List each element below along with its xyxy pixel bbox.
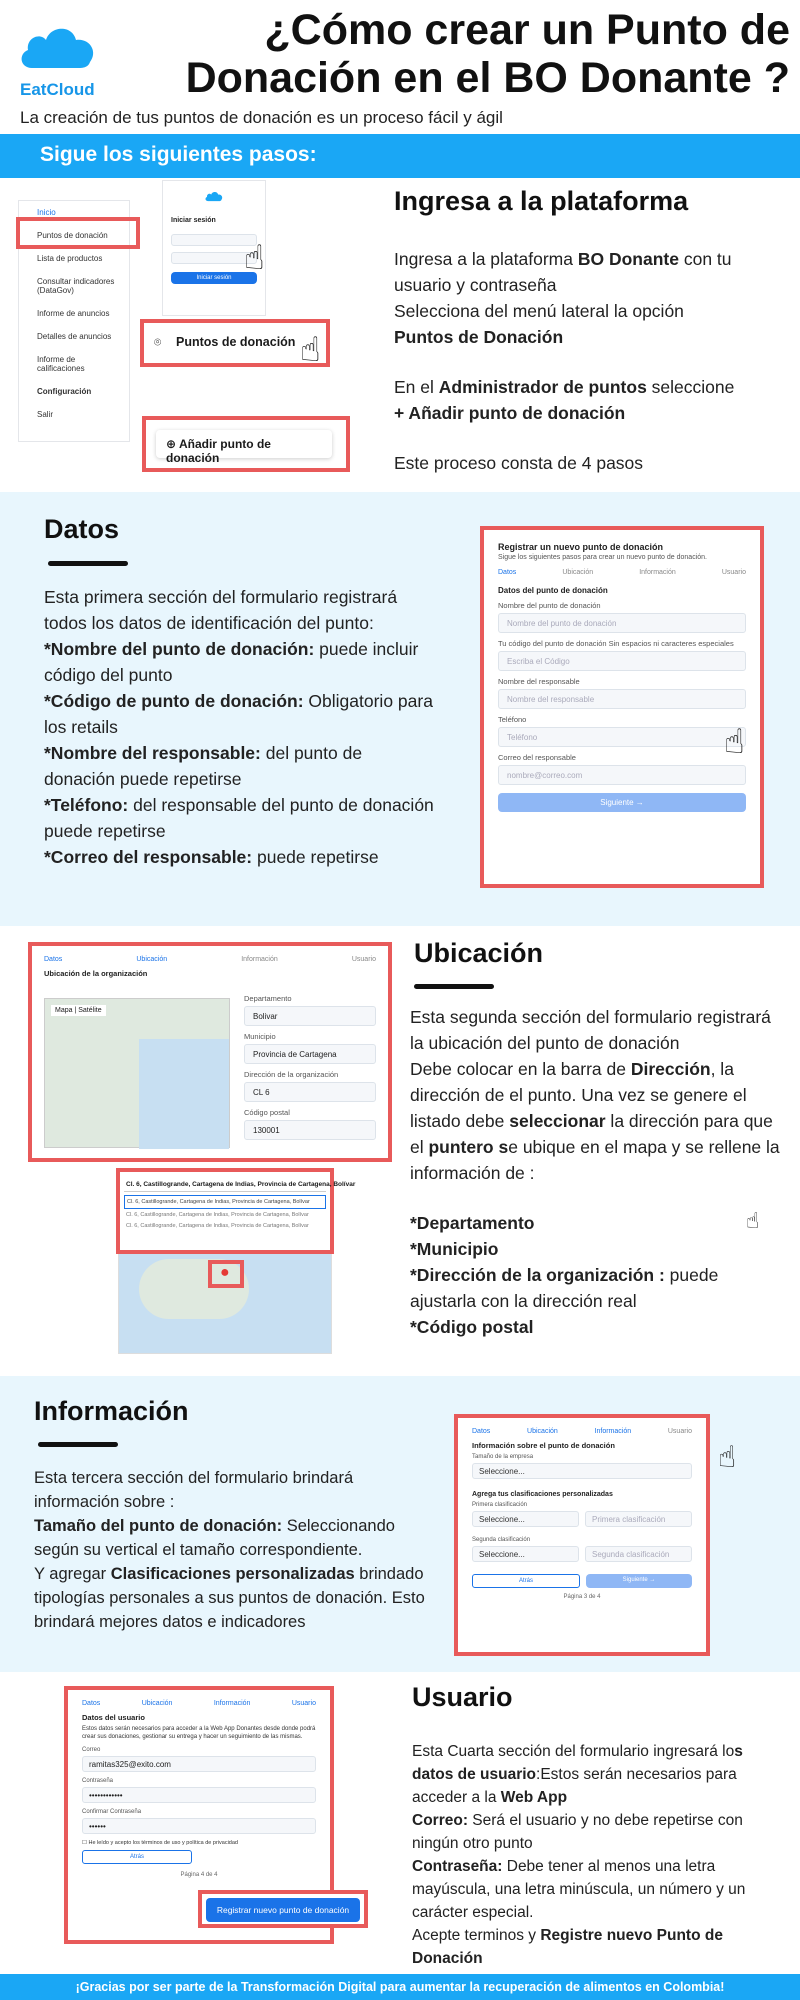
add-user-icon: ⊕ (166, 437, 179, 451)
address-suggestions (116, 1168, 356, 1254)
step4-text: Esta tercera sección del formulario brindará información sobre : Tamaño del punto de donación: Seleccionando según su vertical el tamaño correspondiente. Y agregar Clasificaciones personalizadas brindado tipologías personales a sus puntos de donación. Esto brindará mejores datos e indicadores (34, 1469, 425, 1631)
sidebar-item-puntos[interactable]: Puntos de donación (37, 231, 108, 240)
email-field[interactable]: nombre@correo.com (498, 765, 746, 785)
map-pin-icon: ● (220, 1264, 230, 1281)
step1-text: Ingresa a la plataforma BO Donante con tu usuario y contraseña Selecciona del menú lateral la opción Puntos de Donación En el Administrador de puntos seleccione + Añadir punto de donación Este proceso consta de 4 pasos (394, 249, 735, 473)
pointer-hand-icon: ☝ (300, 331, 321, 369)
pointer-hand-icon: ☝ (724, 723, 745, 761)
class2-select[interactable]: Seleccione... (472, 1546, 579, 1562)
map-water (139, 1039, 229, 1149)
address-suggestion-item[interactable]: Cl. 6, Castillogrande, Cartagena de Indias, Provincia de Cartagena, Bolívar (126, 1212, 309, 1218)
menu-highlight (16, 217, 140, 249)
page-subtitle: La creación de tus puntos de donación es un proceso fácil y ágil (20, 108, 503, 127)
confirm-password-field[interactable]: •••••• (82, 1818, 316, 1834)
step2-text: Esta primera sección del formulario registrará todos los datos de identificación del punto: *Nombre del punto de donación: puede incluir código del punto *Código de punto de donación: Obligatorio para los retails *Nombre del responsable: del punto de donación puede repetirse *Teléfono: del responsable del punto de donación puede repetirse *Correo del responsable: puede repetirse (44, 587, 434, 867)
logo-text: EatCloud (20, 80, 95, 99)
callout-puntos-label: Puntos de donación (176, 335, 296, 349)
form-stepper: Datos Ubicación Información Usuario (44, 956, 376, 963)
sidebar-item-salir[interactable]: Salir (37, 410, 54, 419)
form-subtitle: Sigue los siguientes pasos para crear un nuevo punto de donación. (498, 554, 707, 561)
datos-form-card: Registrar un nuevo punto de donación Sigue los siguientes pasos para crear un nuevo punto de donación. Datos Ubicación Información Usuario Datos del punto de donación Nombre del punto de donación Nombre del punto de donación Tu código del punto de donación Sin espacios ni caracteres especiales Escriba el Código Nombre del responsable Nombre del responsable Teléfono Teléfono Correo del responsable nombre@correo.com Siguiente → (480, 526, 764, 888)
form-description: Estos datos serán necesarios para acceder a la Web App Donantes desde donde podrá crear sus donaciones, gestionar su entrega y hacer un seguimiento de las mismas. (82, 1726, 316, 1740)
sidebar-item-informe-anuncios[interactable]: Informe de anuncios (37, 309, 110, 318)
step5-heading: Usuario (412, 1682, 513, 1712)
back-button[interactable]: Atrás (472, 1574, 580, 1588)
step2-heading: Datos (44, 514, 120, 544)
form-stepper: Datos Ubicación Información Usuario (82, 1700, 316, 1707)
map-tabs[interactable]: Mapa | Satélite (51, 1005, 106, 1016)
class2-input[interactable]: Segunda clasificación (585, 1546, 692, 1562)
add-point-button[interactable]: ⊕ Añadir punto de donación (156, 430, 332, 458)
sidebar-item-indicadores[interactable]: Consultar indicadores (DataGov) (37, 277, 115, 295)
map-view[interactable] (44, 998, 230, 1148)
back-button[interactable]: Atrás (82, 1850, 192, 1864)
heading-underline (38, 1442, 118, 1447)
address-suggestion-item[interactable]: Cl. 6, Castillogrande, Cartagena de Indias, Provincia de Cartagena, Bolívar (124, 1195, 326, 1209)
informacion-form-card: Datos Ubicación Información Usuario Información sobre el punto de donación Tamaño de la empresa Seleccione... Agrega tus clasificaciones personalizadas Primera clasificación Seleccione... Primera clasificación Segunda clasificación Seleccione... Segunda clasificación Atrás Siguiente → Página 3 de 4 (454, 1414, 710, 1656)
small-cloud-icon (204, 189, 224, 203)
location-pin-icon: ⌾ (154, 335, 162, 349)
point-name-field[interactable]: Nombre del punto de donación (498, 613, 746, 633)
sidebar-item-productos[interactable]: Lista de productos (37, 254, 103, 263)
form-section-title: Datos del punto de donación (498, 586, 608, 595)
usuario-form-card: Datos Ubicación Información Usuario Datos del usuario Estos datos serán necesarios para acceder a la Web App Donantes desde donde podrá crear sus donaciones, gestionar su entrega y hacer un seguimiento de las mismas. Correo ramitas325@exito.com Contraseña •••••••••••• Confirmar Contraseña •••••• ☐ He leído y acepto los términos de uso y política de privacidad Atrás Página 4 de 4 (64, 1686, 334, 1944)
page-title: ¿Cómo crear un Punto de Donación en el BO Donante ? (185, 6, 790, 102)
ubicacion-form-card (28, 942, 392, 1162)
sidebar-item-calificaciones[interactable]: Informe de calificaciones (37, 355, 85, 373)
location-side-fields: Departamento Bolivar Municipio Provincia de Cartagena Dirección de la organización CL 6 Código postal 130001 (244, 990, 376, 1146)
postal-code-field[interactable]: 130001 (244, 1120, 376, 1140)
login-title: Iniciar sesión (171, 217, 216, 224)
page-indicator: Página 4 de 4 (180, 1872, 218, 1878)
footer-banner: ¡Gracias por ser parte de la Transformación Digital para aumentar la recuperación de alimentos en Colombia! (0, 1974, 800, 2000)
step3-heading: Ubicación (414, 938, 544, 968)
municipality-field[interactable]: Provincia de Cartagena (244, 1044, 376, 1064)
pointer-hand-icon: ☝ (746, 1208, 760, 1233)
register-button[interactable]: Registrar nuevo punto de donación (206, 1898, 360, 1922)
class1-input[interactable]: Primera clasificación (585, 1511, 692, 1527)
form-section-title: Datos del usuario (82, 1713, 145, 1722)
terms-checkbox[interactable]: ☐ He leído y acepto los términos de uso y política de privacidad (82, 1840, 238, 1846)
custom-class-title: Agrega tus clasificaciones personalizadas (472, 1491, 613, 1498)
department-field[interactable]: Bolivar (244, 1006, 376, 1026)
pointer-hand-icon: ☝ (718, 1441, 737, 1474)
step4-heading: Información (34, 1396, 189, 1426)
phone-field[interactable]: Teléfono (498, 727, 746, 747)
manager-name-field[interactable]: Nombre del responsable (498, 689, 746, 709)
login-button[interactable]: Iniciar sesión (171, 272, 257, 284)
page-indicator: Página 3 de 4 (563, 1594, 601, 1600)
heading-underline (48, 561, 128, 566)
company-size-select[interactable]: Seleccione... (472, 1463, 692, 1479)
next-button[interactable]: Siguiente → (586, 1574, 692, 1588)
sidebar-item-configuracion[interactable]: Configuración (37, 387, 92, 396)
step3-text: Esta segunda sección del formulario registrará la ubicación del punto de donación Debe colocar en la barra de Dirección, la dirección de el punto. Una vez se genere el listado debe seleccionar la dirección para que el puntero se ubique en el mapa y se rellene la información de : *Departamento *Municipio *Dirección de la organización : puede ajustarla con la dirección real *Código postal (410, 1007, 780, 1337)
form-section-title: Información sobre el punto de donación (472, 1441, 615, 1450)
form-stepper: Datos Ubicación Información Usuario (498, 569, 746, 576)
form-title: Registrar un nuevo punto de donación (498, 542, 664, 552)
point-code-field[interactable]: Escriba el Código (498, 651, 746, 671)
address-input[interactable]: Cl. 6, Castillogrande, Cartagena de Indias, Provincia de Cartagena, Bolívar (124, 1178, 326, 1192)
form-section-title: Ubicación de la organización (44, 969, 148, 978)
class1-select[interactable]: Seleccione... (472, 1511, 579, 1527)
address-field[interactable]: CL 6 (244, 1082, 376, 1102)
heading-underline (414, 984, 494, 989)
steps-banner: Sigue los siguientes pasos: (0, 134, 800, 178)
sidebar-item-inicio[interactable]: Inicio (37, 208, 56, 217)
password-field[interactable]: •••••••••••• (82, 1787, 316, 1803)
register-callout (198, 1890, 368, 1928)
pointer-hand-icon: ☝ (244, 239, 265, 277)
form-stepper: Datos Ubicación Información Usuario (472, 1428, 692, 1435)
user-email-field[interactable]: ramitas325@exito.com (82, 1756, 316, 1772)
sidebar-item-detalles[interactable]: Detalles de anuncios (37, 332, 112, 341)
callout-add (142, 416, 350, 472)
next-button[interactable]: Siguiente → (498, 793, 746, 812)
step5-text: Esta Cuarta sección del formulario ingresará los datos de usuario:Estos serán necesarios para acceder a la Web App Correo: Será el usuario y no debe repetirse con ningún otro punto Contraseña: Debe tener al menos una letra mayúscula, una letra minúscula, un número y un carácter especial. Acepte terminos y Registre nuevo Punto de Donación (412, 1743, 746, 1967)
address-suggestion-item[interactable]: Cl. 6, Castillogrande, Cartagena de Indias, Provincia de Cartagena, Bolívar (126, 1223, 309, 1229)
eatcloud-logo-icon (18, 16, 98, 76)
map-pin-highlight (208, 1260, 244, 1288)
step1-heading: Ingresa a la plataforma (394, 186, 689, 216)
